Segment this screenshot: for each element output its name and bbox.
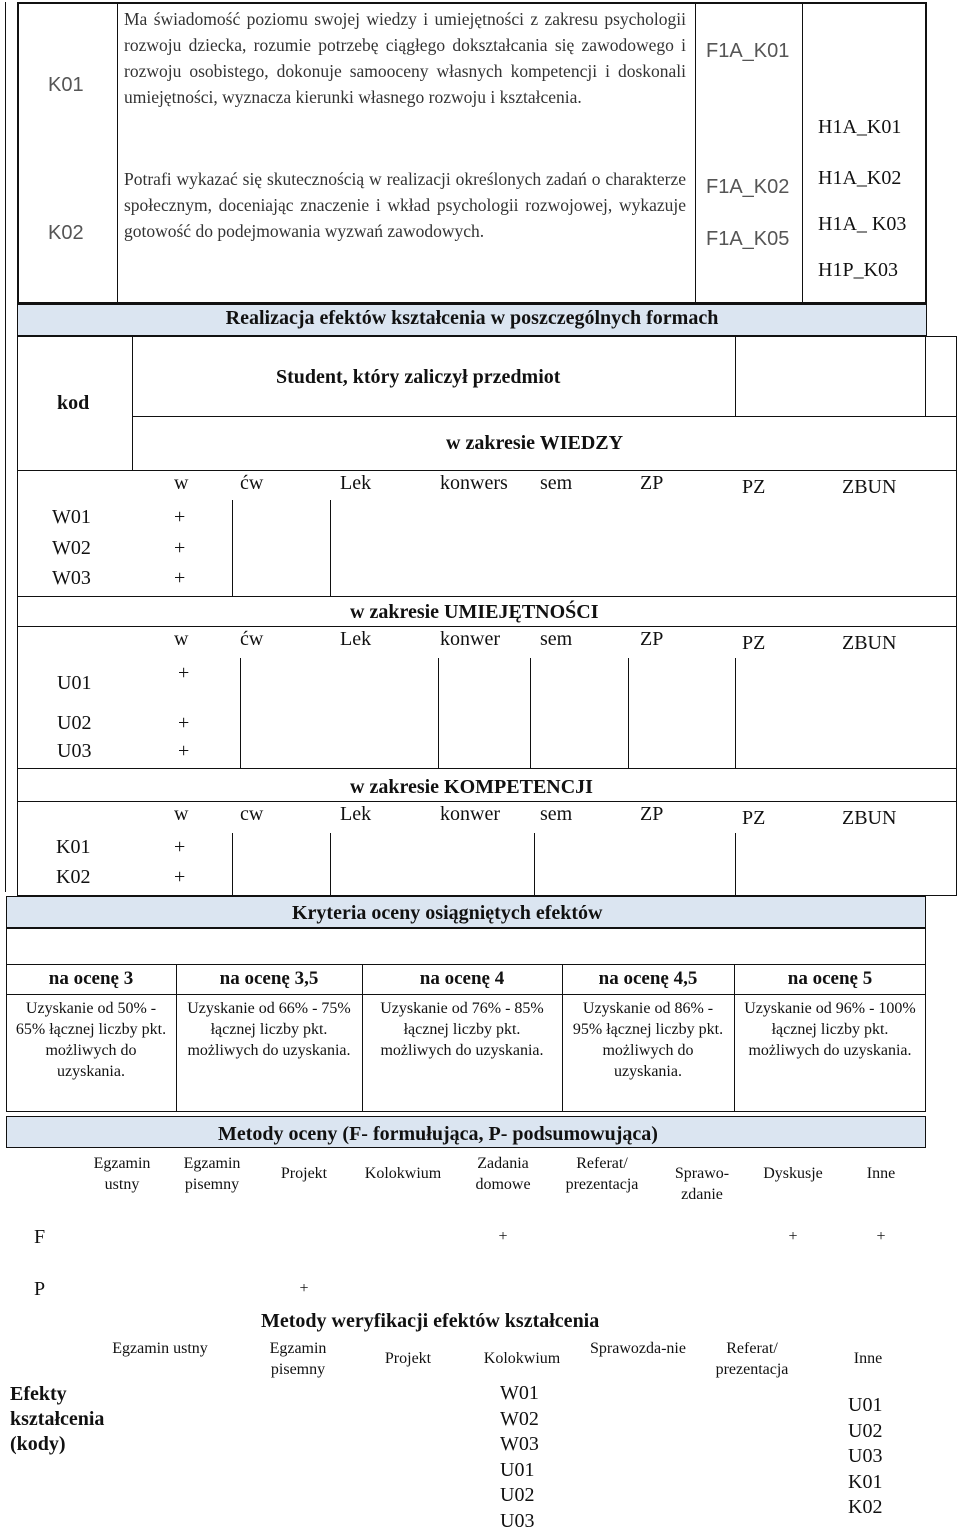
grid-line bbox=[735, 658, 736, 768]
row-code: U02 bbox=[57, 712, 92, 734]
column-header: ZBUN bbox=[842, 807, 897, 829]
grid-line bbox=[438, 658, 439, 768]
grade-criteria: Uzyskanie od 96% - 100% łącznej liczby pkt. możliwych do uzyskania. bbox=[744, 1000, 916, 1059]
column-header: ćw bbox=[240, 628, 264, 650]
row-code: W01 bbox=[52, 506, 91, 528]
verification-code: W02 bbox=[500, 1407, 539, 1430]
field-code: F1A_K01 bbox=[706, 40, 790, 62]
method-mark: + bbox=[498, 1228, 508, 1245]
area-code: H1P_K03 bbox=[818, 259, 899, 281]
row-mark: + bbox=[174, 567, 186, 589]
column-header: ZBUN bbox=[842, 632, 897, 654]
method-column: Sprawo-zdanie bbox=[674, 1165, 730, 1203]
grid-line bbox=[734, 964, 735, 1112]
left-margin-line bbox=[5, 2, 6, 892]
grid-line bbox=[735, 336, 736, 416]
column-header: Lek bbox=[340, 472, 372, 494]
column-header: konwers bbox=[440, 472, 508, 494]
grade-label: na ocenę 4,5 bbox=[598, 968, 698, 989]
section-title-wiedzy: w zakresie WIEDZY bbox=[446, 432, 624, 454]
grade-label: na ocenę 3 bbox=[48, 968, 134, 989]
area-code: H1A_ K03 bbox=[818, 213, 907, 235]
grid-line bbox=[362, 964, 363, 1112]
row-code: U01 bbox=[57, 672, 92, 694]
method-column: Egzamin pisemny bbox=[183, 1155, 241, 1193]
column-header: ZP bbox=[640, 472, 664, 494]
verification-code: W01 bbox=[500, 1382, 539, 1404]
verification-code: U02 bbox=[500, 1484, 535, 1507]
row-code: U03 bbox=[57, 740, 92, 762]
grid-line bbox=[17, 596, 957, 597]
column-header: PZ bbox=[742, 632, 766, 654]
grid-line bbox=[628, 658, 629, 768]
verification-code: K02 bbox=[848, 1496, 883, 1519]
grid-line bbox=[735, 833, 736, 895]
column-header: ZBUN bbox=[842, 476, 897, 498]
grid-line bbox=[562, 964, 563, 1112]
row-code: K02 bbox=[56, 866, 91, 888]
verification-column: Sprawozda-nie bbox=[590, 1340, 686, 1357]
column-header: cw bbox=[240, 803, 264, 825]
grade-label: na ocenę 3,5 bbox=[219, 968, 319, 989]
effects-col-divider bbox=[695, 2, 696, 304]
grid-line bbox=[232, 500, 233, 596]
method-column: Dyskusje bbox=[763, 1165, 823, 1182]
verification-code: U01 bbox=[500, 1458, 535, 1481]
method-row-label: F bbox=[34, 1226, 46, 1248]
kod-label: kod bbox=[57, 392, 90, 414]
grade-criteria: Uzyskanie od 76% - 85% łącznej liczby pkt. możliwych do uzyskania. bbox=[380, 1000, 544, 1059]
methods-title: Metody oceny (F- formułująca, P- podsumowująca) bbox=[218, 1123, 658, 1145]
column-header: ćw bbox=[240, 472, 264, 494]
grade-label: na ocenę 5 bbox=[787, 968, 873, 989]
column-header: Lek bbox=[340, 803, 372, 825]
grid-line bbox=[534, 833, 535, 895]
section-title-kompetencji: w zakresie KOMPETENCJI bbox=[350, 776, 593, 798]
row-code: W03 bbox=[52, 567, 91, 589]
verification-title: Metody weryfikacji efektów kształcenia bbox=[261, 1310, 600, 1332]
row-mark: + bbox=[178, 740, 190, 762]
method-column: Referat/ prezentacja bbox=[565, 1155, 639, 1193]
grid-line bbox=[330, 500, 331, 596]
verification-code: U03 bbox=[848, 1445, 883, 1468]
verification-code: U03 bbox=[500, 1510, 535, 1532]
column-header: w bbox=[174, 628, 189, 650]
grid-line bbox=[17, 768, 957, 769]
verification-column: Referat/ prezentacja bbox=[715, 1340, 789, 1378]
grid-line bbox=[6, 964, 926, 965]
column-header: sem bbox=[540, 803, 573, 825]
column-header: ZP bbox=[640, 628, 664, 650]
row-code: K01 bbox=[56, 836, 91, 858]
verification-column: Egzamin ustny bbox=[112, 1340, 208, 1357]
verification-code: U02 bbox=[848, 1419, 883, 1442]
row-mark: + bbox=[174, 836, 186, 858]
row-mark: + bbox=[178, 712, 190, 734]
method-row-label: P bbox=[34, 1278, 46, 1300]
grade-criteria: Uzyskanie od 86% - 95% łącznej liczby pkt. możliwych do uzyskania. bbox=[572, 1000, 724, 1080]
grade-label: na ocenę 4 bbox=[419, 968, 505, 989]
grid-line bbox=[17, 470, 957, 471]
method-column: Projekt bbox=[280, 1165, 328, 1182]
field-code: F1A_K02 bbox=[706, 176, 790, 198]
column-header: sem bbox=[540, 472, 573, 494]
area-code: H1A_K01 bbox=[818, 116, 902, 138]
verification-code: U01 bbox=[848, 1394, 883, 1416]
method-column: Kolokwium bbox=[364, 1165, 442, 1182]
grid-line bbox=[17, 801, 957, 802]
grid-line bbox=[6, 994, 926, 995]
area-code: H1A_K02 bbox=[818, 167, 902, 189]
grade-criteria: Uzyskanie od 66% - 75% łącznej liczby pkt. możliwych do uzyskania. bbox=[187, 1000, 351, 1059]
verification-code: W03 bbox=[500, 1433, 539, 1456]
method-mark: + bbox=[876, 1228, 886, 1245]
effect-description: Potrafi wykazać się skutecznością w realizacji określonych zadań o charakterze społecznym, doceniając znaczenie i wkład psychologii rozwojowej, wykazuje gotowość do podejmowania wyzwań zawodowych. bbox=[124, 169, 686, 241]
column-header: PZ bbox=[742, 476, 766, 498]
verification-column: Inne bbox=[853, 1350, 883, 1367]
effects-col-divider bbox=[802, 2, 803, 304]
verification-column: Projekt bbox=[384, 1350, 432, 1367]
criteria-title: Kryteria oceny osiągniętych efektów bbox=[292, 902, 603, 924]
student-label: Student, który zaliczył przedmiot bbox=[276, 366, 561, 388]
column-header: w bbox=[174, 472, 189, 494]
column-header: sem bbox=[540, 628, 573, 650]
effect-description: Ma świadomość poziomu swojej wiedzy i umiejętności z zakresu psychologii rozwoju dziecka, rozumie potrzebę ciągłego dokształcania się zawodowego i rozwoju osobistego, dokonuje samooceny własnych kompetencji i doskonali umiejętności, wyznacza kierunki własnego rozwoju i kształcenia. bbox=[124, 9, 686, 107]
method-mark: + bbox=[788, 1228, 798, 1245]
method-column: Egzamin ustny bbox=[93, 1155, 151, 1193]
grid-line bbox=[17, 626, 957, 627]
column-header: ZP bbox=[640, 803, 664, 825]
row-mark: + bbox=[174, 506, 186, 528]
grid-line bbox=[925, 336, 926, 416]
effects-col-divider bbox=[117, 2, 118, 304]
grid-line bbox=[176, 964, 177, 1112]
row-mark: + bbox=[174, 866, 186, 888]
verification-column: Kolokwium bbox=[483, 1350, 561, 1367]
method-column: Inne bbox=[866, 1165, 896, 1182]
verification-code: K01 bbox=[848, 1470, 883, 1493]
effect-code: K02 bbox=[48, 222, 84, 244]
row-mark: + bbox=[174, 537, 186, 559]
grid-line bbox=[240, 658, 241, 768]
column-header: Lek bbox=[340, 628, 372, 650]
column-header: w bbox=[174, 803, 189, 825]
realization-title: Realizacja efektów kształcenia w poszczególnych formach bbox=[225, 307, 719, 329]
method-mark: + bbox=[299, 1280, 309, 1297]
column-header: konwer bbox=[440, 628, 500, 650]
effect-code: K01 bbox=[48, 74, 84, 96]
row-code: W02 bbox=[52, 537, 91, 559]
grade-criteria: Uzyskanie od 50% - 65% łącznej liczby pkt. możliwych do uzyskania. bbox=[15, 1000, 167, 1080]
grid-line bbox=[232, 833, 233, 895]
column-header: PZ bbox=[742, 807, 766, 829]
verification-row-label: Efekty kształcenia (kody) bbox=[10, 1383, 105, 1455]
method-column: Zadania domowe bbox=[475, 1155, 531, 1193]
grid-line bbox=[132, 416, 957, 417]
grid-line bbox=[132, 336, 133, 470]
column-header: konwer bbox=[440, 803, 500, 825]
grid-line bbox=[530, 658, 531, 768]
section-title-umiejetnosci: w zakresie UMIEJĘTNOŚCI bbox=[350, 601, 599, 623]
field-code: F1A_K05 bbox=[706, 228, 790, 250]
verification-column: Egzamin pisemny bbox=[269, 1340, 327, 1378]
row-mark: + bbox=[178, 662, 190, 684]
grid-line bbox=[330, 833, 331, 895]
